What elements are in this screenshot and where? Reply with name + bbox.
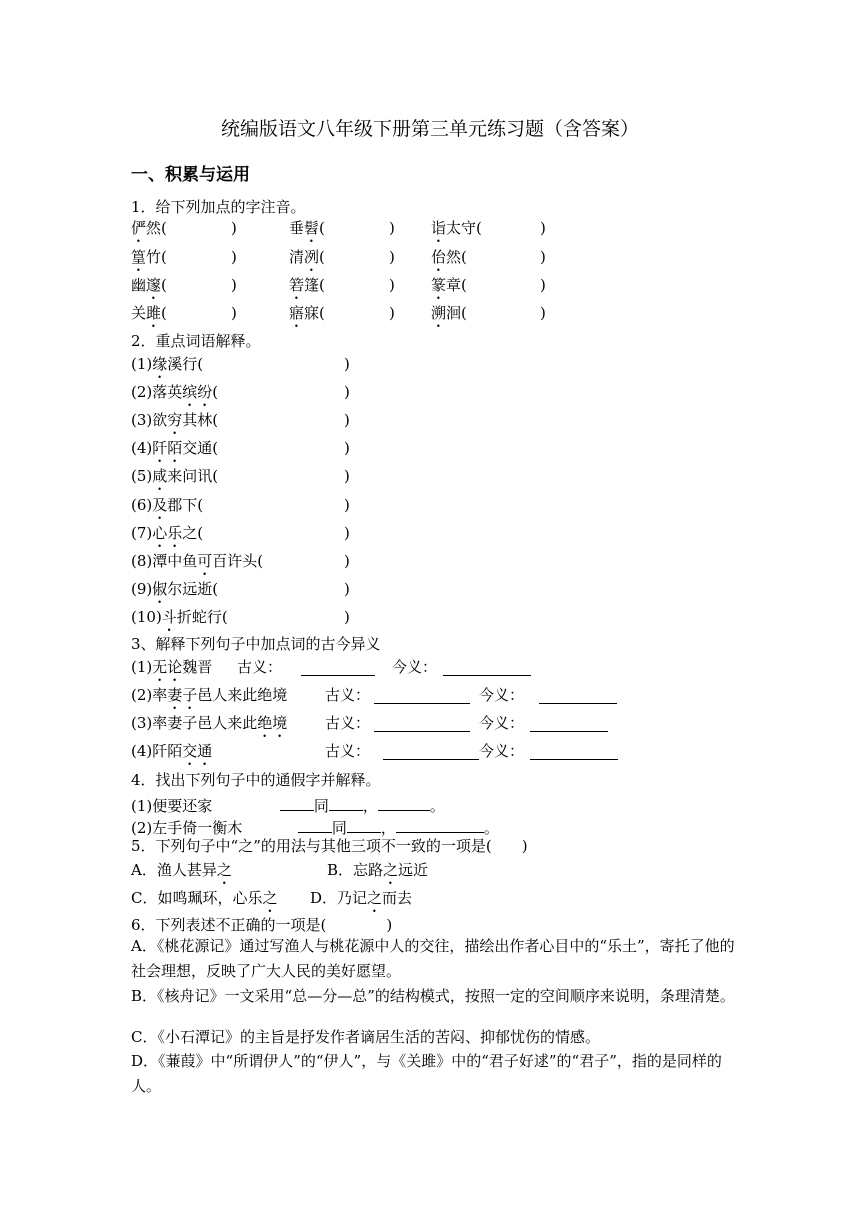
q2-answer-close: ) <box>344 552 350 570</box>
q6-option-c[interactable]: C．《小石潭记》的主旨是抒发作者谪居生活的苦闷、抑郁忧伤的情感。 <box>131 1028 600 1046</box>
q1-item: 垂髫( <box>289 219 325 237</box>
q2-item: (8)潭中鱼可百许头( <box>131 552 264 570</box>
q1-item: 关雎( <box>131 304 167 322</box>
q3-stem: 3、解释下列句子中加点词的古今异义 <box>131 635 381 653</box>
answer-blank[interactable] <box>530 759 618 760</box>
q2-item: (4)阡陌交通( <box>131 439 219 457</box>
q2-answer-close: ) <box>344 580 350 598</box>
answer-blank[interactable] <box>539 703 617 704</box>
answer-blank[interactable] <box>530 731 608 732</box>
q5-stem: 5．下列句子中“之”的用法与其他三项不一致的一项是( ) <box>131 837 528 855</box>
q1-answer-close: ) <box>540 248 546 266</box>
q3-jin-label: 今义： <box>479 686 525 704</box>
section-heading: 一、积累与运用 <box>131 165 250 185</box>
q1-item: 箬篷( <box>289 276 325 294</box>
q6-stem: 6．下列表述不正确的一项是( ) <box>131 916 393 934</box>
q1-stem: 1．给下列加点的字注音。 <box>131 198 306 216</box>
q1-item: 佁然( <box>431 248 467 266</box>
q1-answer-close: ) <box>389 248 395 266</box>
q3-jin-label: 今义： <box>479 714 525 732</box>
q4-item-1 <box>131 794 445 816</box>
q2-item: (1)缘溪行( <box>131 355 204 373</box>
q2-stem: 2．重点词语解释。 <box>131 332 261 350</box>
q2-item: (10)斗折蛇行( <box>131 608 228 626</box>
q3-gu-label: 古义： <box>325 714 371 732</box>
q1-item: 寤寐( <box>289 304 325 322</box>
q1-answer-close: ) <box>540 304 546 322</box>
q3-gu-label: 古义： <box>325 742 371 760</box>
q4-sep: ， <box>380 819 396 837</box>
q1-answer-close: ) <box>389 219 395 237</box>
q1-item: 篁竹( <box>131 248 167 266</box>
q4-stem: 4．找出下列句子中的通假字并解释。 <box>131 771 381 789</box>
q1-answer-close: ) <box>231 276 237 294</box>
q4-sentence: (2)左手倚一衡木 <box>131 819 243 837</box>
q2-item: (2)落英缤纷( <box>131 383 219 401</box>
q5-option-b[interactable]: B．忘路之远近 <box>327 861 429 879</box>
q6-option-b[interactable]: B．《核舟记》一文采用“总—分—总”的结构模式，按照一定的空间顺序来说明，条理清楚。 <box>131 987 735 1005</box>
q1-item: 清冽( <box>289 248 325 266</box>
q3-sentence: (4)阡陌交通 <box>131 742 213 760</box>
q6-option-d[interactable]: D．《蒹葭》中“所谓伊人”的“伊人”，与《关雎》中的“君子好逑”的“君子”，指的是同样的人。 <box>131 1052 722 1095</box>
answer-blank[interactable] <box>374 703 470 704</box>
q2-answer-close: ) <box>344 608 350 626</box>
q3-sentence: (1)无论魏晋 <box>131 658 213 676</box>
answer-blank[interactable] <box>374 731 470 732</box>
q5-option-d[interactable]: D．乃记之而去 <box>310 889 413 907</box>
q1-item: 俨然( <box>131 219 167 237</box>
q2-answer-close: ) <box>344 496 350 514</box>
q1-answer-close: ) <box>540 276 546 294</box>
q2-answer-close: ) <box>344 355 350 373</box>
q3-gu-label: 古义： <box>237 658 283 676</box>
q1-answer-close: ) <box>231 219 237 237</box>
q1-answer-close: ) <box>231 248 237 266</box>
q4-tong: 同 <box>313 797 329 815</box>
q2-item: (3)欲穷其林( <box>131 411 219 429</box>
q2-answer-close: ) <box>344 411 350 429</box>
q4-sentence: (1)便要还家 <box>131 797 213 815</box>
answer-blank[interactable] <box>329 794 363 811</box>
q1-item: 诣太守( <box>431 219 482 237</box>
q2-answer-close: ) <box>344 467 350 485</box>
answer-blank[interactable] <box>280 794 314 811</box>
q2-answer-close: ) <box>344 383 350 401</box>
page-title: 统编版语文八年级下册第三单元练习题（含答案） <box>220 118 639 140</box>
q1-item: 幽邃( <box>131 276 167 294</box>
answer-blank[interactable] <box>301 675 375 676</box>
q5-option-a[interactable]: A．渔人甚异之 <box>131 861 232 879</box>
q4-tong: 同 <box>331 819 347 837</box>
q1-item: 溯洄( <box>431 304 467 322</box>
q2-item: (9)俶尔远逝( <box>131 580 219 598</box>
answer-blank[interactable] <box>378 794 430 811</box>
q1-answer-close: ) <box>540 219 546 237</box>
q4-end: 。 <box>429 797 445 815</box>
q4-item-2 <box>131 816 499 838</box>
q4-end: 。 <box>483 819 499 837</box>
q1-answer-close: ) <box>389 304 395 322</box>
answer-blank[interactable] <box>347 816 381 833</box>
q2-item: (7)心乐之( <box>131 524 204 542</box>
q1-answer-close: ) <box>231 304 237 322</box>
q2-item: (6)及郡下( <box>131 496 204 514</box>
q3-sentence: (2)率妻子邑人来此绝境 <box>131 686 288 704</box>
answer-blank[interactable] <box>396 816 484 833</box>
answer-blank[interactable] <box>298 816 332 833</box>
q1-item: 篆章( <box>431 276 467 294</box>
q5-option-c[interactable]: C．如鸣珮环，心乐之 <box>131 889 278 907</box>
q3-jin-label: 今义： <box>479 742 525 760</box>
q3-sentence: (3)率妻子邑人来此绝境 <box>131 714 288 732</box>
q3-gu-label: 古义： <box>325 686 371 704</box>
q2-answer-close: ) <box>344 439 350 457</box>
q2-item: (5)咸来问讯( <box>131 467 219 485</box>
q6-option-a[interactable]: A．《桃花源记》通过写渔人与桃花源中人的交往，描绘出作者心目中的“乐土”，寄托了他的社会理想，反映了广大人民的美好愿望。 <box>131 937 735 980</box>
q2-answer-close: ) <box>344 524 350 542</box>
q3-jin-label: 今义： <box>392 658 438 676</box>
answer-blank[interactable] <box>443 675 531 676</box>
q4-sep: ， <box>362 797 378 815</box>
q1-answer-close: ) <box>389 276 395 294</box>
answer-blank[interactable] <box>383 759 479 760</box>
